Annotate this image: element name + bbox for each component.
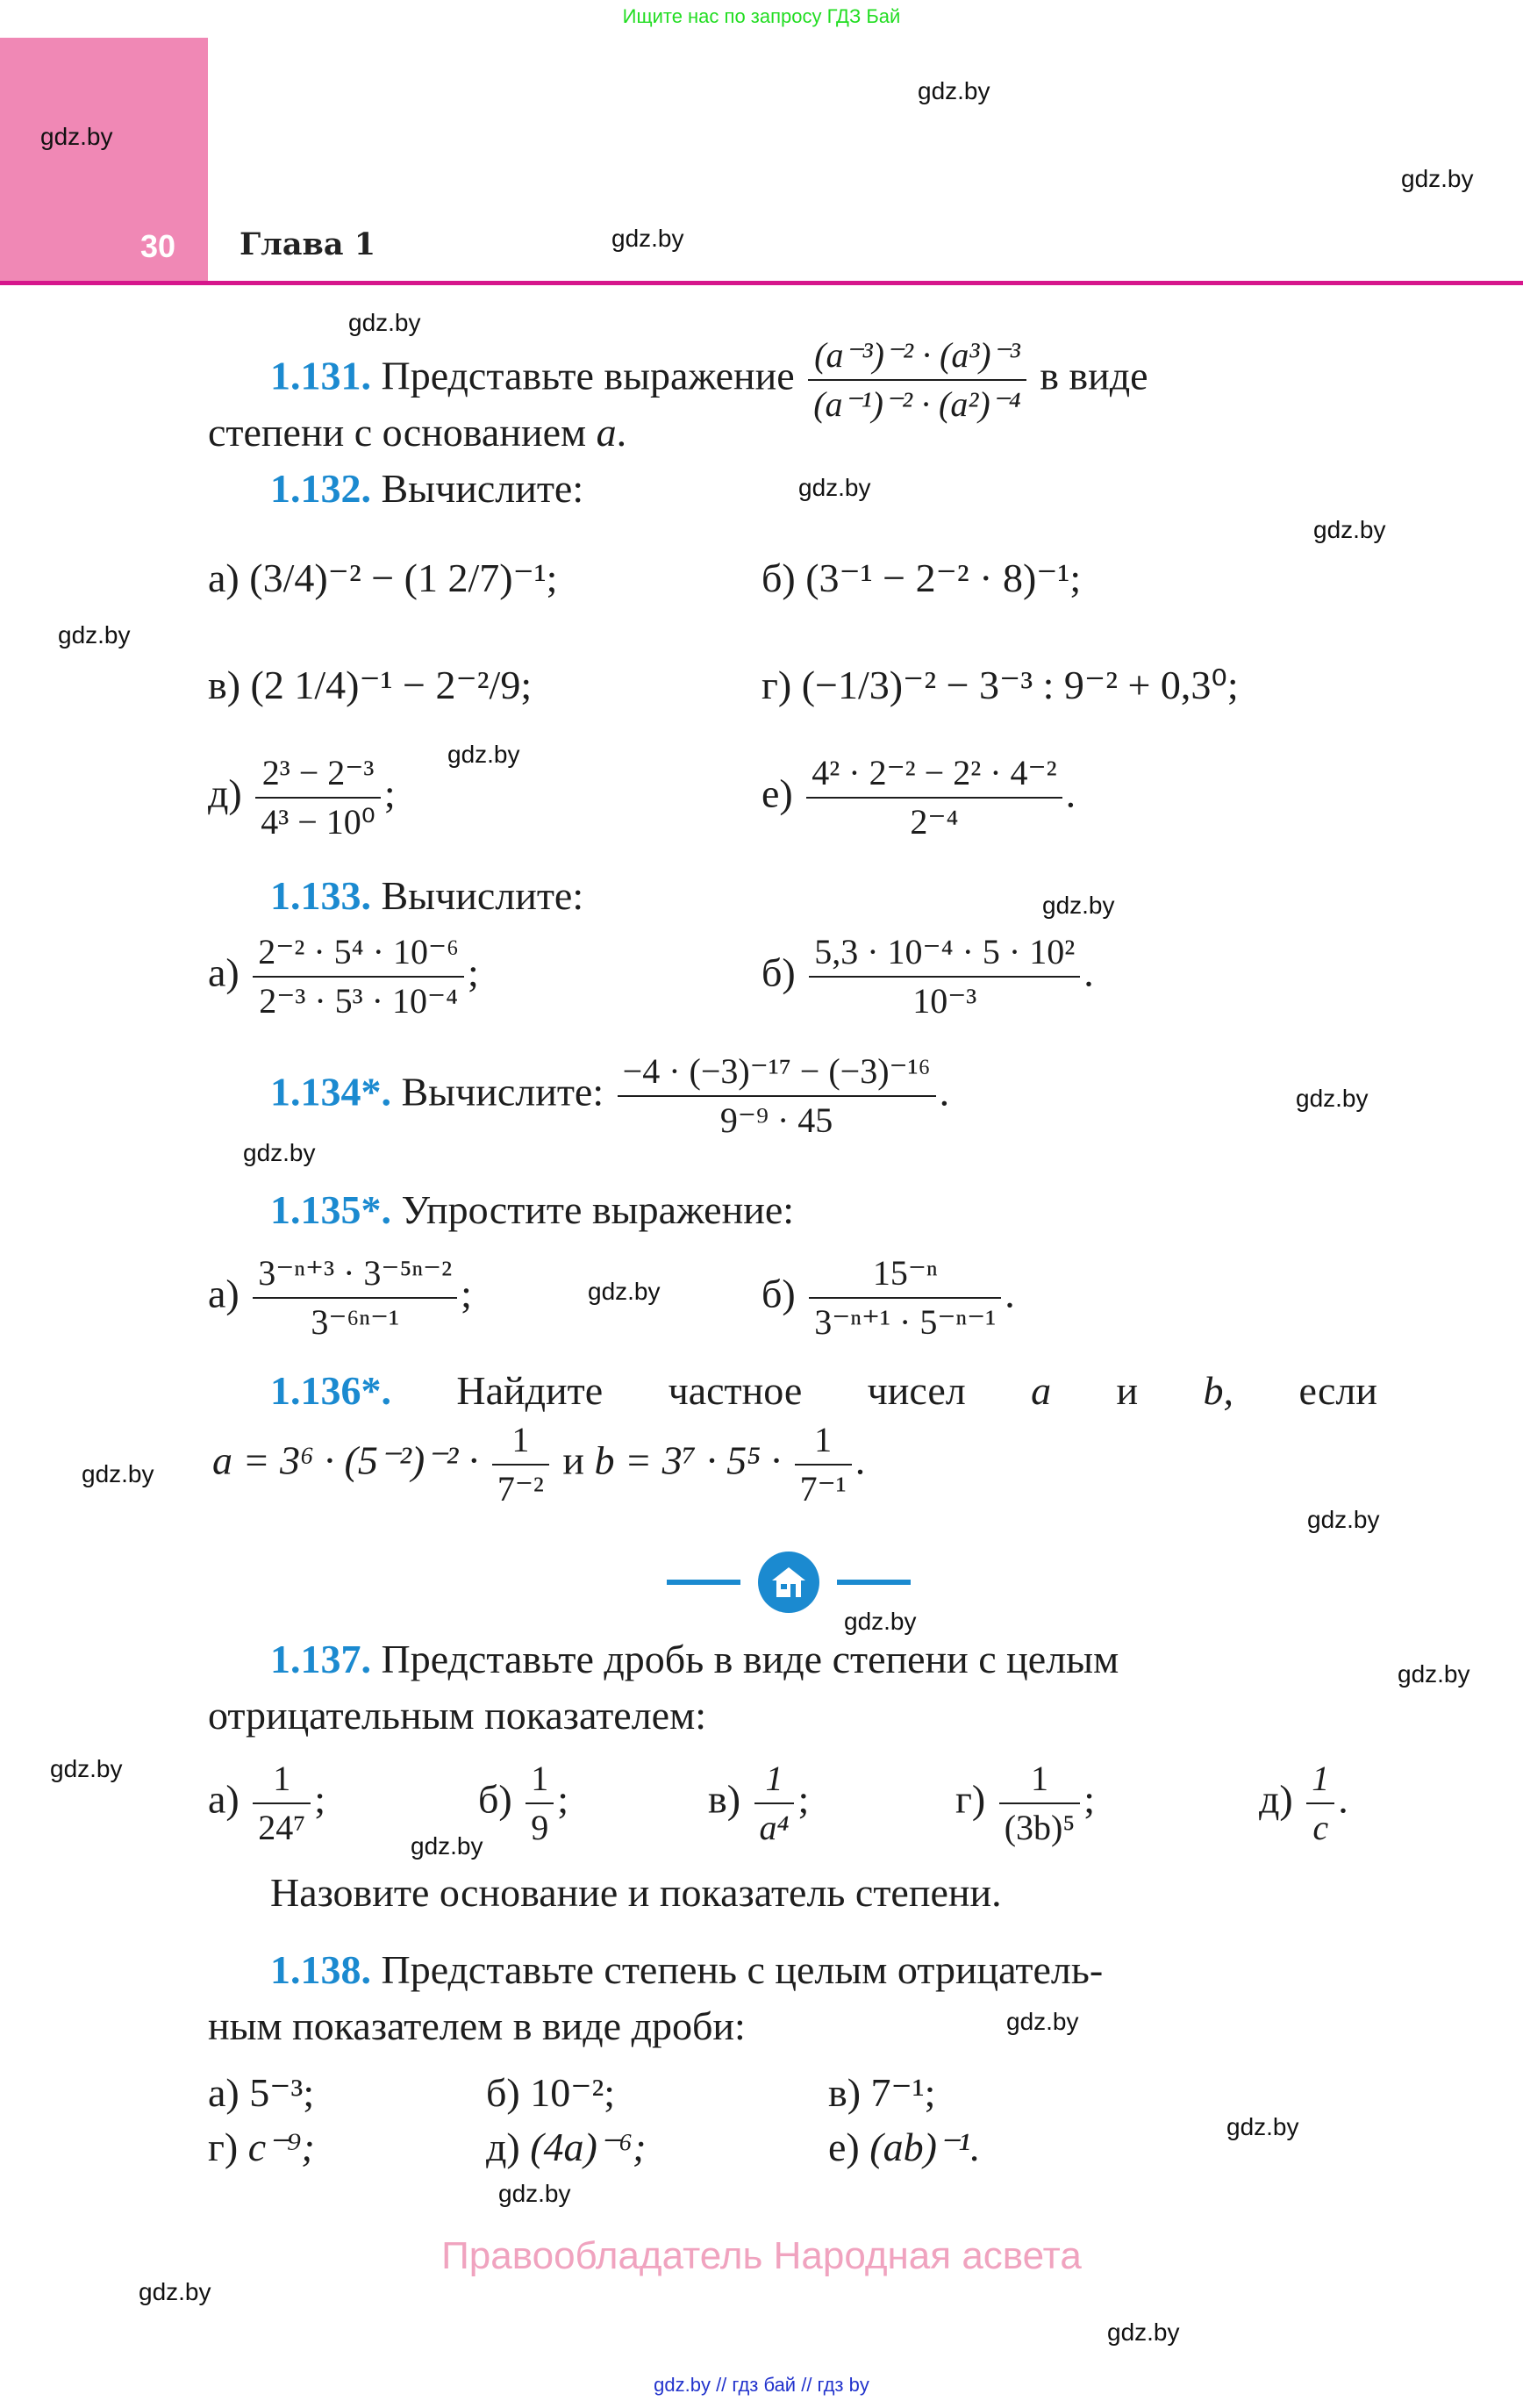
numerator: 2³ − 2⁻³ xyxy=(261,753,375,792)
homework-divider xyxy=(667,1552,911,1613)
numerator: −4 · (−3)⁻¹⁷ − (−3)⁻¹⁶ xyxy=(622,1051,931,1091)
watermark: gdz.by xyxy=(58,621,131,649)
problem-number: 1.134*. xyxy=(270,1069,391,1114)
item-label: б) xyxy=(478,1776,512,1822)
watermark: gdz.by xyxy=(844,1608,917,1635)
punctuation: ; xyxy=(468,950,479,995)
item-label: г) xyxy=(762,663,792,707)
item-label: б) xyxy=(762,555,796,600)
expression: b = 3⁷ · 5⁵ · xyxy=(594,1437,782,1483)
numerator: (a⁻³)⁻² · (a³)⁻³ xyxy=(814,335,1020,375)
numerator: 5,3 · 10⁻⁴ · 5 · 10² xyxy=(814,932,1076,971)
divider-line xyxy=(667,1580,740,1585)
watermark: gdz.by xyxy=(1006,2008,1079,2035)
problem-number: 1.131. xyxy=(270,353,371,398)
problem-1-137-followup: Назовите основание и показатель степени. xyxy=(270,1870,1002,1915)
variable: a xyxy=(596,410,617,455)
problem-1-137-line2: отрицательным показателем: xyxy=(208,1693,706,1738)
page-number: 30 xyxy=(140,228,176,264)
watermark: gdz.by xyxy=(40,123,113,150)
watermark: gdz.by xyxy=(1307,1506,1380,1533)
problem-1-138-line2: ным показателем в виде дроби: xyxy=(208,2003,746,2048)
item-138-g xyxy=(208,2127,315,2168)
denominator: a⁴ xyxy=(759,1808,790,1847)
problem-word: чисел xyxy=(867,1368,966,1413)
item-132-v xyxy=(208,665,532,706)
punctuation: . xyxy=(939,1069,950,1114)
problem-text: в виде xyxy=(1040,353,1148,398)
watermark: gdz.by xyxy=(447,741,520,768)
expression: (3⁻¹ − 2⁻² · 8)⁻¹; xyxy=(805,555,1082,600)
fraction xyxy=(809,932,1080,1021)
problem-number: 1.138. xyxy=(270,1947,371,1992)
denominator: 7⁻² xyxy=(497,1469,544,1509)
denominator: 10⁻³ xyxy=(912,981,977,1021)
denominator: 3⁻ⁿ⁺¹ · 5⁻ⁿ⁻¹ xyxy=(814,1302,997,1342)
watermark: gdz.by xyxy=(918,77,990,104)
problem-1-133 xyxy=(270,873,584,918)
problem-number: 1.137. xyxy=(270,1637,371,1681)
problem-1-136-line2 xyxy=(212,1420,865,1509)
watermark: gdz.by xyxy=(139,2278,211,2305)
watermark: gdz.by xyxy=(611,225,684,252)
item-label: д) xyxy=(208,770,242,816)
watermark: gdz.by xyxy=(411,1832,483,1860)
problem-text: Вычислите: xyxy=(381,873,584,918)
fraction xyxy=(255,753,381,842)
item-137-a xyxy=(208,1759,478,1848)
item-label: г) xyxy=(955,1776,986,1822)
top-banner: Ищите нас по запросу ГДЗ Бай xyxy=(622,5,901,27)
watermark: gdz.by xyxy=(798,474,871,501)
numerator: 4² · 2⁻² − 2² · 4⁻² xyxy=(812,753,1057,792)
problem-text: Представьте выражение xyxy=(381,353,795,398)
item-137-v xyxy=(708,1759,955,1848)
denominator: 2⁻⁴ xyxy=(910,802,959,842)
expression: (4a)⁻⁶; xyxy=(530,2125,647,2169)
denominator: 24⁷ xyxy=(258,1808,306,1847)
punctuation: . xyxy=(1005,1271,1015,1316)
problem-1-131-line2 xyxy=(208,412,626,453)
denominator: 9⁻⁹ · 45 xyxy=(719,1100,833,1140)
chapter-title: Глава 1 xyxy=(240,226,376,262)
home-icon xyxy=(758,1552,819,1613)
fraction xyxy=(809,1253,1001,1343)
item-label: а) xyxy=(208,1776,240,1822)
problem-text: Представьте степень с целым отрицатель- xyxy=(381,1947,1104,1992)
punctuation: ; xyxy=(314,1776,325,1822)
item-label: а) xyxy=(208,555,240,600)
expression: 10⁻²; xyxy=(530,2070,616,2115)
problem-1-134 xyxy=(270,1051,949,1141)
problem-number: 1.135*. xyxy=(270,1187,391,1232)
fraction xyxy=(999,1759,1081,1848)
item-138-b xyxy=(486,2070,616,2115)
page-corner-block xyxy=(0,38,208,283)
item-label: а) xyxy=(208,2070,240,2115)
item-132-g xyxy=(762,665,1239,706)
item-label: е) xyxy=(762,770,793,816)
fraction xyxy=(754,1759,795,1848)
problem-word: Найдите xyxy=(456,1368,604,1413)
punctuation: . xyxy=(616,410,627,455)
fraction xyxy=(253,1759,311,1848)
watermark: gdz.by xyxy=(1398,1660,1470,1688)
watermark: gdz.by xyxy=(1313,516,1386,543)
problem-text: Представьте дробь в виде степени с целым xyxy=(381,1637,1119,1681)
item-133-b xyxy=(762,932,1094,1021)
item-132-a xyxy=(208,555,558,600)
footer-links[interactable]: gdz.by // гдз бай // гдз by xyxy=(654,2374,869,2396)
problem-word: если xyxy=(1298,1368,1377,1413)
item-label: а) xyxy=(208,950,240,995)
fraction xyxy=(795,1420,852,1509)
expression: (ab)⁻¹. xyxy=(869,2125,981,2169)
denominator: 4³ − 10⁰ xyxy=(261,802,375,842)
item-132-b xyxy=(762,555,1082,600)
expression: (3/4)⁻² − (1 2/7)⁻¹; xyxy=(249,555,558,600)
expression: 5⁻³; xyxy=(249,2070,315,2115)
problem-1-138 xyxy=(270,1947,1104,1992)
item-137-b xyxy=(478,1759,708,1848)
item-label: в) xyxy=(708,1776,741,1822)
item-label: а) xyxy=(208,1271,240,1316)
watermark: gdz.by xyxy=(1107,2318,1180,2346)
numerator: 1 xyxy=(1030,1759,1048,1798)
problem-word: частное xyxy=(668,1368,803,1413)
punctuation: . xyxy=(854,1437,866,1483)
item-label: в) xyxy=(208,663,241,707)
problem-text: Упростите выражение: xyxy=(401,1187,795,1232)
item-label: б) xyxy=(486,2070,520,2115)
fraction xyxy=(808,335,1026,425)
item-label: в) xyxy=(828,2070,862,2115)
punctuation: ; xyxy=(797,1776,810,1822)
numerator: 1 xyxy=(531,1759,549,1798)
problem-number: 1.133. xyxy=(270,873,371,918)
punctuation: ; xyxy=(1083,1776,1096,1822)
denominator: 9 xyxy=(531,1808,549,1847)
punctuation: ; xyxy=(557,1776,569,1822)
watermark: gdz.by xyxy=(1296,1085,1369,1112)
fraction xyxy=(492,1420,549,1509)
item-132-e xyxy=(762,753,1076,842)
item-138-d xyxy=(486,2127,646,2168)
watermark: gdz.by xyxy=(1226,2113,1299,2140)
numerator: 3⁻ⁿ⁺³ · 3⁻⁵ⁿ⁻² xyxy=(258,1253,453,1293)
numerator: 1 xyxy=(814,1420,833,1459)
numerator: 1 xyxy=(511,1420,530,1459)
problem-text: Вычислите: xyxy=(381,466,584,511)
denominator: (3b)⁵ xyxy=(1004,1808,1076,1847)
fraction xyxy=(253,1253,457,1343)
variable: a xyxy=(1031,1368,1052,1413)
problem-1-132 xyxy=(270,466,584,511)
expression: (−1/3)⁻² − 3⁻³ : 9⁻² + 0,3⁰; xyxy=(801,663,1239,707)
denominator: 3⁻⁶ⁿ⁻¹ xyxy=(311,1302,400,1342)
expression: a = 3⁶ · (5⁻²)⁻² · xyxy=(212,1437,479,1483)
watermark: gdz.by xyxy=(82,1460,154,1487)
watermark: gdz.by xyxy=(50,1755,123,1782)
punctuation: ; xyxy=(383,770,396,816)
denominator: 2⁻³ · 5³ · 10⁻⁴ xyxy=(259,981,459,1021)
watermark: gdz.by xyxy=(498,2180,571,2207)
variable: b, xyxy=(1203,1368,1234,1413)
expression: 7⁻¹; xyxy=(870,2070,936,2115)
watermark: gdz.by xyxy=(1401,165,1474,192)
problem-1-135 xyxy=(270,1187,795,1232)
punctuation: ; xyxy=(461,1271,472,1316)
problem-word: и xyxy=(1116,1368,1139,1413)
punctuation: . xyxy=(1065,770,1076,816)
header-rule xyxy=(0,281,1523,285)
item-label: е) xyxy=(828,2125,860,2169)
watermark: gdz.by xyxy=(348,309,421,336)
item-138-e xyxy=(828,2127,980,2168)
punctuation: . xyxy=(1338,1776,1348,1822)
fraction xyxy=(253,932,464,1021)
denominator: 7⁻¹ xyxy=(799,1469,847,1509)
problem-number: 1.136*. xyxy=(270,1368,391,1413)
problem-text: Вычислите: xyxy=(401,1069,604,1114)
item-133-a xyxy=(208,932,479,1021)
item-137-row xyxy=(208,1759,1348,1848)
punctuation: . xyxy=(1083,950,1094,995)
problem-number: 1.132. xyxy=(270,466,371,511)
item-label: д) xyxy=(1259,1776,1293,1822)
item-label: б) xyxy=(762,950,796,995)
fraction xyxy=(1306,1759,1334,1848)
expression: (2 1/4)⁻¹ − 2⁻²/9; xyxy=(250,663,533,707)
watermark: gdz.by xyxy=(1042,892,1115,919)
item-137-d xyxy=(1259,1759,1348,1848)
copyright-notice: Правообладатель Народная асвета xyxy=(441,2234,1082,2277)
numerator: 1 xyxy=(273,1759,291,1798)
item-label: б) xyxy=(762,1271,796,1316)
denominator: c xyxy=(1312,1808,1329,1847)
item-138-v xyxy=(828,2070,936,2115)
divider-line xyxy=(837,1580,911,1585)
conjunction: и xyxy=(562,1437,585,1483)
problem-1-137 xyxy=(270,1639,1119,1680)
item-135-b xyxy=(762,1253,1015,1343)
item-132-d xyxy=(208,753,396,842)
expression: c⁻⁹; xyxy=(247,2125,315,2169)
fraction xyxy=(806,753,1062,842)
item-label: д) xyxy=(486,2125,520,2169)
item-label: г) xyxy=(208,2125,239,2169)
denominator: (a⁻¹)⁻² · (a²)⁻⁴ xyxy=(813,384,1021,424)
numerator: 15⁻ⁿ xyxy=(872,1253,938,1293)
numerator: 1 xyxy=(765,1759,783,1798)
problem-1-136 xyxy=(270,1368,1377,1413)
item-135-a xyxy=(208,1253,472,1343)
fraction xyxy=(526,1759,554,1848)
problem-text: степени с основанием xyxy=(208,410,587,455)
watermark: gdz.by xyxy=(588,1278,661,1305)
numerator: 1 xyxy=(1312,1759,1330,1798)
numerator: 2⁻² · 5⁴ · 10⁻⁶ xyxy=(258,932,459,971)
watermark: gdz.by xyxy=(243,1139,316,1166)
item-138-a xyxy=(208,2070,315,2115)
fraction xyxy=(618,1051,936,1141)
item-137-g xyxy=(955,1759,1259,1848)
